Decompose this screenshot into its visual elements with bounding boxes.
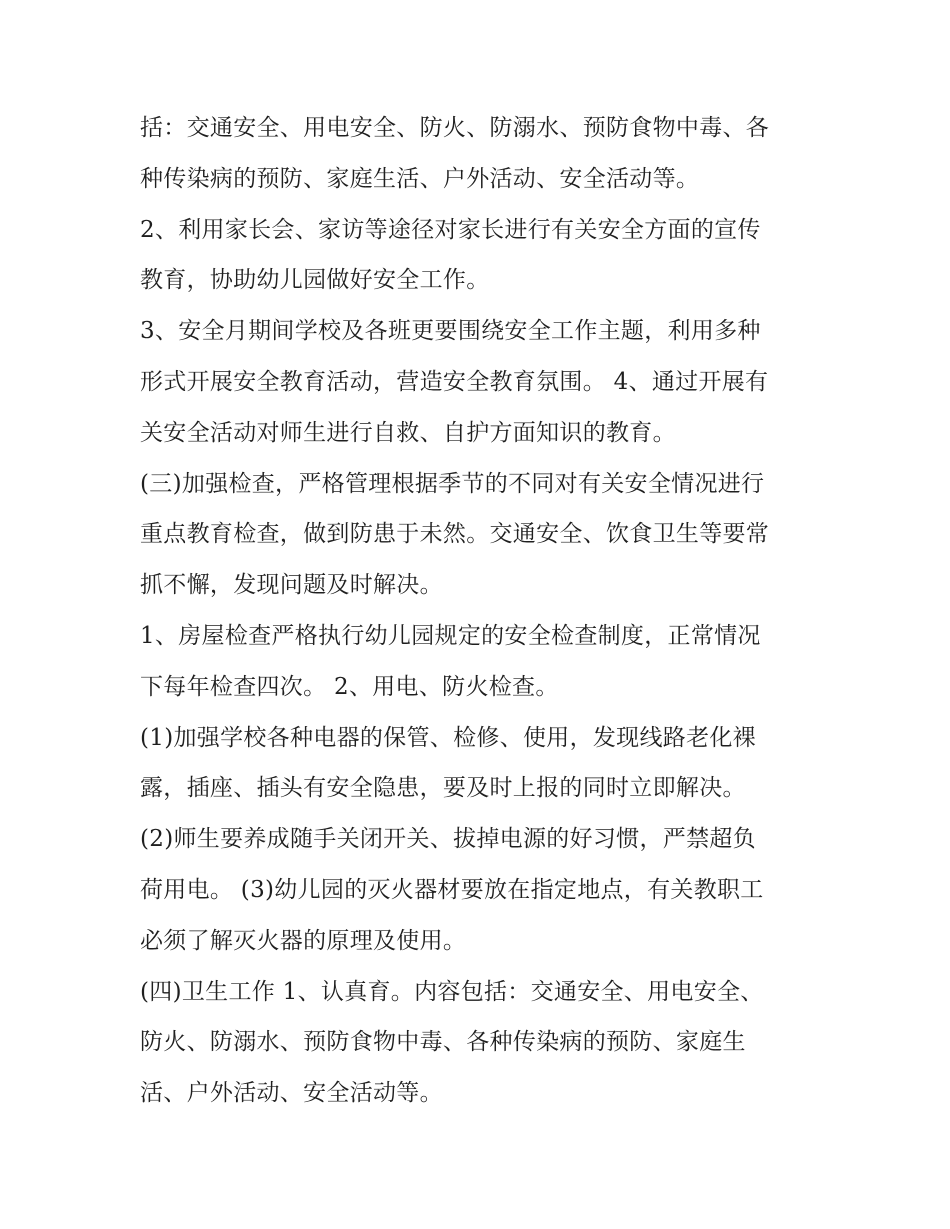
text-line: 重点教育检查，做到防患于未然。交通安全、饮食卫生等要常 [140, 521, 770, 548]
text-line: 3、安全月期间学校及各班更要围绕安全工作主题，利用多种 [140, 318, 761, 345]
text-line: 种传染病的预防、家庭生活、户外活动、安全活动等。 [140, 165, 700, 192]
text-line: 露，插座、插头有安全隐患，要及时上报的同时立即解决。 [140, 775, 746, 802]
text-line: 1、房屋检查严格执行幼儿园规定的安全检查制度，正常情况 [140, 622, 761, 649]
text-line: 形式开展安全教育活动，营造安全教育氛围。 4、通过开展有 [140, 368, 769, 395]
text-line: 下每年检查四次。 2、用电、防火检查。 [140, 673, 559, 700]
text-line: 抓不懈，发现问题及时解决。 [140, 572, 443, 599]
text-line: (四)卫生工作 1、认真育。内容包括：交通安全、用电安全、 [140, 978, 764, 1005]
text-line: (1)加强学校各种电器的保管、检修、使用，发现线路老化裸 [140, 724, 756, 751]
text-line: 活、户外活动、安全活动等。 [140, 1080, 443, 1107]
text-line: 2、利用家长会、家访等途径对家长进行有关安全方面的宣传 [140, 216, 761, 243]
text-line: 教育，协助幼儿园做好安全工作。 [140, 267, 490, 294]
text-line: 必须了解灭火器的原理及使用。 [140, 927, 467, 954]
text-line: (三)加强检查，严格管理根据季节的不同对有关安全情况进行 [140, 470, 765, 497]
text-line: 荷用电。 (3)幼儿园的灭火器材要放在指定地点，有关教职工 [140, 876, 764, 903]
text-line: (2)师生要养成随手关闭开关、拔掉电源的好习惯，严禁超负 [140, 826, 756, 853]
text-line: 关安全活动对师生进行自救、自护方面知识的教育。 [140, 419, 676, 446]
text-line: 防火、防溺水、预防食物中毒、各种传染病的预防、家庭生 [140, 1029, 746, 1056]
text-line: 括：交通安全、用电安全、防火、防溺水、预防食物中毒、各 [140, 115, 770, 141]
document-body [140, 103, 820, 1119]
